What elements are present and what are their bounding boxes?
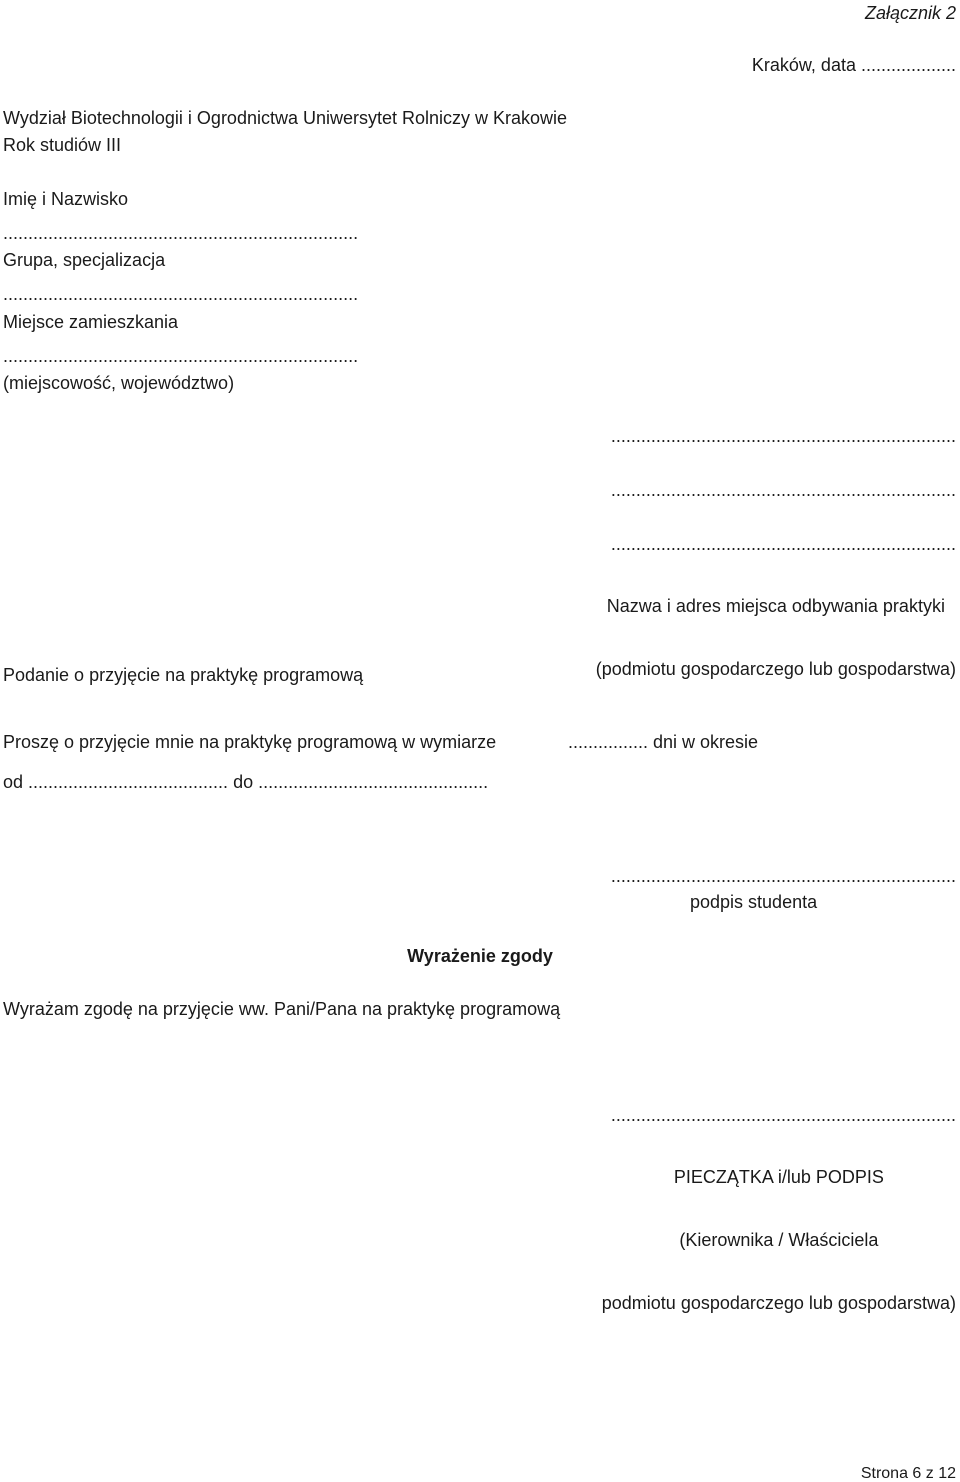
residence-label: Miejsce zamieszkania: [3, 312, 179, 332]
student-signature-dots: .....................................................................: [610, 866, 956, 886]
name-dots: .......................................................................: [3, 223, 359, 243]
student-signature-caption: podpis studenta: [690, 892, 818, 912]
stamp-line-2: (Kierownika / Właściciela: [679, 1230, 879, 1250]
study-year: Rok studiów III: [3, 135, 122, 155]
request-text: Proszę o przyjęcie mnie na praktykę programową w wymiarze: [3, 732, 497, 752]
stamp-line-3: podmiotu gospodarczego lub gospodarstwa): [601, 1293, 956, 1313]
page-number: Strona 6 z 12: [860, 1465, 956, 1482]
attachment-label: Załącznik 2: [864, 3, 956, 23]
company-dots-3: .....................................................................: [610, 534, 956, 554]
residence-dots: .......................................................................: [3, 346, 359, 366]
stamp-caption: [602, 1132, 956, 1330]
request-days: ................ dni w okresie: [568, 732, 759, 752]
consent-text: Wyrażam zgodę na przyjęcie ww. Pani/Pana na praktykę programową: [3, 999, 561, 1019]
stamp-line-1: PIECZĄTKA i/lub PODPIS: [673, 1167, 884, 1187]
request-title: Podanie o przyjęcie na praktykę programową: [3, 665, 364, 685]
name-label: Imię i Nazwisko: [3, 189, 129, 209]
company-dots-1: .....................................................................: [610, 426, 956, 446]
faculty-name: Wydział Biotechnologii i Ogrodnictwa Uniwersytet Rolniczy w Krakowie: [3, 108, 568, 128]
company-dots-2: .....................................................................: [610, 480, 956, 500]
stamp-dots: .....................................................................: [610, 1105, 956, 1125]
place-date: Kraków, data ...................: [751, 55, 956, 75]
group-dots: .......................................................................: [3, 284, 359, 304]
company-caption-line-1: Nazwa i adres miejsca odbywania praktyki: [606, 596, 945, 616]
group-label: Grupa, specjalizacja: [3, 250, 166, 270]
company-caption: [596, 561, 956, 696]
consent-title: Wyrażenie zgody: [407, 946, 553, 966]
company-caption-line-2: (podmiotu gospodarczego lub gospodarstwa): [595, 659, 956, 679]
residence-hint: (miejscowość, województwo): [3, 373, 235, 393]
request-period: od ........................................ do ..............................................: [3, 772, 489, 792]
